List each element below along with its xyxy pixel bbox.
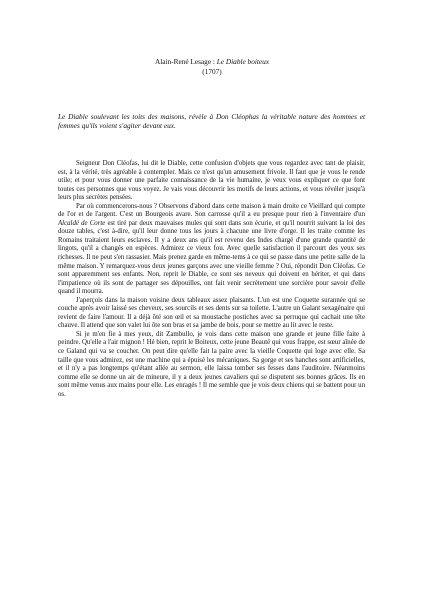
work-title: Le Diable boiteux (216, 57, 270, 66)
body-text (58, 160, 365, 399)
paragraph-2 (58, 203, 365, 297)
paragraph-4: Si je m'en fie à mes yeux, dit Zambullo, je vois dans cette maison une grande et jeune fille faite à peindre. Qu'elle a l'air mignon ! Hé bien, reprit le Boiteux, cette jeune Beauté qui vous frappe, est sœur aînée de ce Galand qui va se coucher. On peut dire qu'elle fait la paire avec la vieille Coquette qui loge avec elle. Sa taille que vous admirez, est une machine qui a épuisé les mécaniques. Sa gorge et ses hanches sont artificielles, et il n'y a pas longtemps qu'étant allée au sermon, elle laissa tomber ses fesses dans l'auditoire. Néanmoins comme elle se donne un air de mineure, il y a deux jeunes cavaliers qui se disputent ses bonnes grâces. Ils en sont même venus aux mains pour elle. Les enragés ! Il me semble que je vois deux chiens qui se battent pour un os. (58, 330, 365, 398)
author-name: Alain-René Lesage (154, 57, 212, 66)
emphasis-alcalde: Alcaldé de Corte (58, 219, 106, 227)
paragraph-2-part-1: Par où commencerons-nous ? Observons d'abord dans cette maison à main droite ce Vieillard qui compte de l'or et de l'argent. C'est un Bourgeois avare. Son carrosse qu'il a eu presque pour rien à l'inventaire d'un (58, 202, 365, 219)
paragraph-1: Seigneur Don Cléofas, lui dit le Diable, cette confusion d'objets que vous regardez avec tant de plaisir, est, à la vérité, très agréable à contempler. Mais ce n'est qu'un amusement frivole. Il faut que je vous le rende utile; et pour vous donner une parfaite connaissance de la vie humaine, je veux vous expliquer ce que font toutes ces personnes que vous voyez. Je vais vous découvrir les motifs de leurs actions, et vous révéler jusqu'à leurs plus secrètes pensées. (58, 160, 365, 202)
paragraph-2-part-2: est tiré par deux mauvaises mules qui sont dans son écurie, et qu'il nourrit suivant la loi des douze tables, c'est à-dire, qu'il leur donne tous les jours à chacune une livre d'orge. Il les traite comme les Romains traitaient leurs esclaves. Il y a deux ans qu'il est revenu des Indes chargé d'une grande quantité de lingots, qu'il a changés en espèces. Admirez ce vieux fou. Avec quelle satisfaction il parcourt des yeux ses richesses. Il ne peut s'en rassasier. Mais prenez garde en même-tems à ce qui se passe dans une petite salle de la même maison. Y remarquez-vous deux jeunes garçons avec une vieille femme ? Oui, répondit Don Cléofas. Ce sont apparemment ses enfants. Non, reprit le Diable, ce sont ses neveux qui doivent en hériter, et qui dans l'impatience où ils sont de partager ses dépouilles, ont fait venir secrètement une sorcière pour savoir d'elle quand il mourra. (58, 219, 365, 296)
paragraph-3: J'aperçois dans la maison voisine deux tableaux assez plaisants. L'un est une Coquette surannée qui se couche après avoir laissé ses cheveux, ses sourcils et ses dents sur sa toilette. L'autre un Galant sexagénaire qui revient de faire l'amour. Il a déjà ôté son œil et sa moustache postiches avec sa perruque qui cachait une tête chauve. Il attend que son valet lui ôte son bras et sa jambe de bois, pour se mettre au lit avec le reste. (58, 296, 365, 330)
publication-year: (1707) (202, 67, 222, 76)
title-separator: : (211, 57, 217, 66)
document-title (0, 57, 424, 66)
intro-summary: Le Diable soulevant les toits des maisons, révèle à Don Cléophas la véritable nature des hommes et femmes qu'ils voient s'agiter devant eux. (58, 112, 365, 131)
